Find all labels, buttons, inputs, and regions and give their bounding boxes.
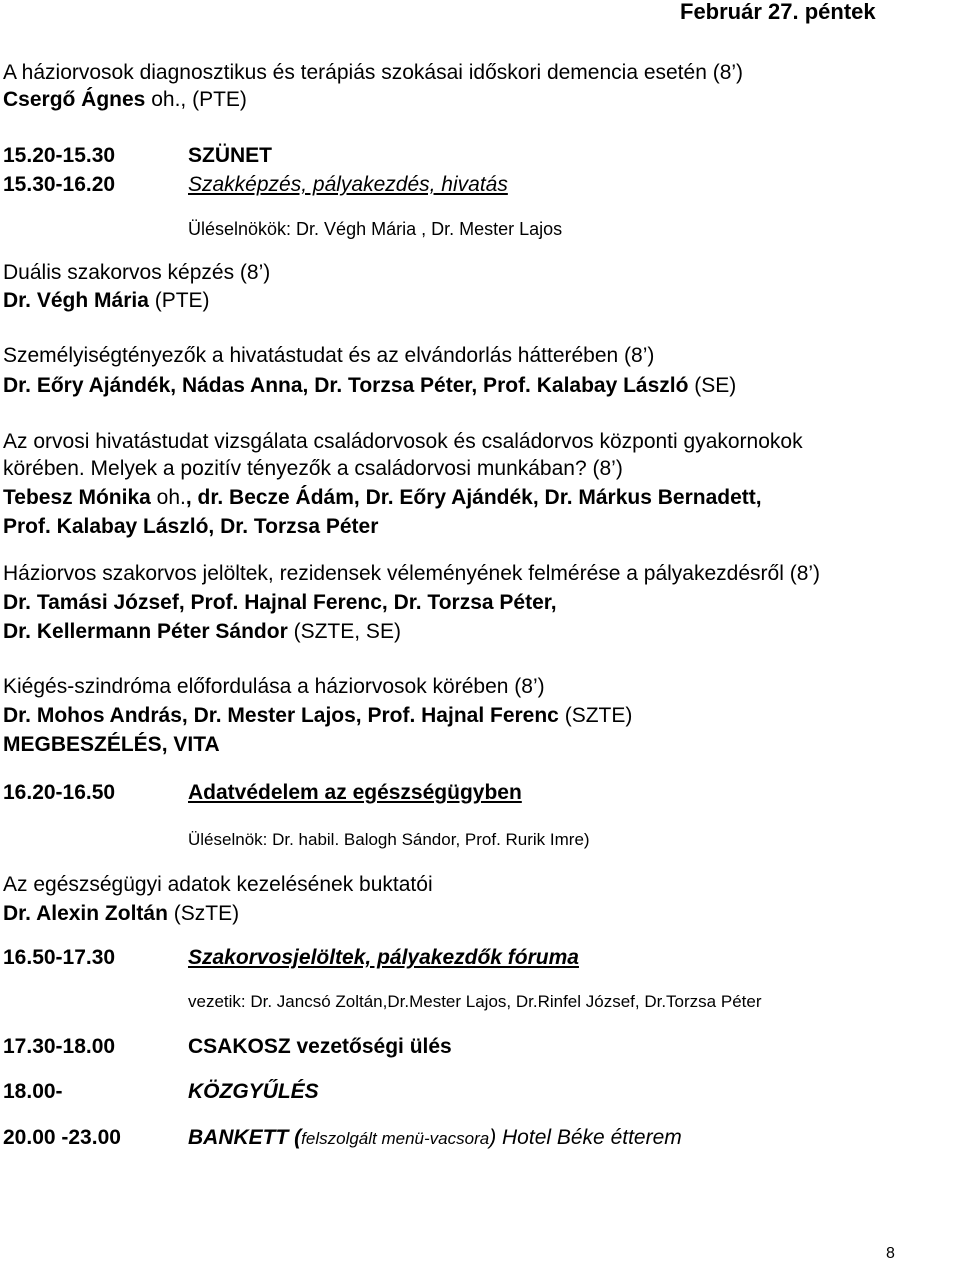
banquet-venue: ) Hotel Béke étterem — [489, 1126, 682, 1149]
talk-author-dementia — [3, 86, 247, 114]
authors-names: , dr. Becze Ádám, Dr. Eőry Ajándék, Dr. Márkus Bernadett, — [185, 486, 762, 509]
talk-author-dual — [3, 287, 210, 315]
author-name: Dr. Végh Mária — [3, 289, 149, 312]
authors-names: Dr. Eőry Ajándék, Nádas Anna, Dr. Torzsa Péter, Prof. Kalabay László — [3, 374, 689, 397]
author-affiliation: (PTE) — [148, 289, 210, 312]
talk-title-vocation-line2: körében. Melyek a pozitív tényezők a családorvosi munkában? (8’) — [3, 457, 623, 480]
author-name: Csergő Ágnes — [3, 88, 146, 111]
talk-title-dual: Duális szakorvos képzés (8’) — [3, 261, 271, 284]
page-number: 8 — [886, 1245, 895, 1262]
talk-title-burnout: Kiégés-szindróma előfordulása a háziorvosok körében (8’) — [3, 675, 545, 698]
talk-title-vocation-line1: Az orvosi hivatástudat vizsgálata családorvosok és családorvos központi gyakornokok — [3, 430, 803, 453]
author-affiliation: (SzTE) — [167, 902, 240, 925]
talk-authors-residents-line2 — [3, 618, 401, 646]
author-title: oh. — [150, 486, 186, 509]
session2-title: Adatvédelem az egészségügyben — [188, 781, 522, 804]
talk-title-residents: Háziorvos szakorvos jelöltek, rezidensek véleményének felmérése a pályakezdésről (8’) — [3, 562, 821, 585]
assembly-title: KÖZGYŰLÉS — [188, 1080, 319, 1103]
author-affiliation: oh., (PTE) — [145, 88, 247, 111]
break-time: 15.20-15.30 — [3, 144, 116, 167]
authors-affiliation: (SZTE, SE) — [287, 620, 401, 643]
talk-authors-burnout — [3, 702, 632, 730]
talk-title-dementia: A háziorvosok diagnosztikus és terápiás szokásai időskori demencia esetén (8’) — [3, 61, 744, 84]
discussion-label: MEGBESZÉLÉS, VITA — [3, 733, 220, 756]
talk-title-data: Az egészségügyi adatok kezelésének buktatói — [3, 873, 433, 896]
session-chairs: Üléselnökök: Dr. Végh Mária , Dr. Mester Lajos — [188, 219, 563, 239]
forum-leaders: vezetik: Dr. Jancsó Zoltán,Dr.Mester Lajos, Dr.Rinfel József, Dr.Torzsa Péter — [188, 992, 762, 1011]
session2-chairs: Üléselnök: Dr. habil. Balogh Sándor, Prof. Rurik Imre) — [188, 830, 590, 849]
forum-title: Szakorvosjelöltek, pályakezdők fóruma — [188, 946, 579, 969]
talk-authors-personality — [3, 372, 736, 400]
author-name: Dr. Alexin Zoltán — [3, 902, 168, 925]
talk-authors-vocation-line2: Prof. Kalabay László, Dr. Torzsa Péter — [3, 515, 379, 538]
session-title: Szakképzés, pályakezdés, hivatás — [188, 173, 508, 196]
session2-time: 16.20-16.50 — [3, 781, 116, 804]
talk-author-data — [3, 900, 239, 928]
talk-authors-vocation-line1 — [3, 484, 762, 512]
banquet-title: BANKETT ( — [188, 1126, 302, 1149]
page-date: Február 27. péntek — [680, 0, 876, 24]
banquet-line — [188, 1124, 682, 1153]
authors-affiliation: (SZTE) — [558, 704, 633, 727]
forum-time: 16.50-17.30 — [3, 946, 116, 969]
talk-title-personality: Személyiségtényezők a hivatástudat és az elvándorlás hátterében (8’) — [3, 344, 655, 367]
authors-names: Tebesz Mónika — [3, 486, 151, 509]
authors-affiliation: (SE) — [688, 374, 737, 397]
authors-names: Dr. Kellermann Péter Sándor — [3, 620, 288, 643]
meeting-time: 17.30-18.00 — [3, 1035, 116, 1058]
session-time: 15.30-16.20 — [3, 173, 116, 196]
break-label: SZÜNET — [188, 144, 272, 167]
talk-authors-residents-line1: Dr. Tamási József, Prof. Hajnal Ferenc, Dr. Torzsa Péter, — [3, 591, 557, 614]
authors-names: Dr. Mohos András, Dr. Mester Lajos, Prof. Hajnal Ferenc — [3, 704, 559, 727]
assembly-time: 18.00- — [3, 1080, 63, 1103]
meeting-title: CSAKOSZ vezetőségi ülés — [188, 1035, 452, 1058]
banquet-time: 20.00 -23.00 — [3, 1126, 121, 1149]
banquet-note: felszolgált menü-vacsora — [301, 1129, 490, 1148]
